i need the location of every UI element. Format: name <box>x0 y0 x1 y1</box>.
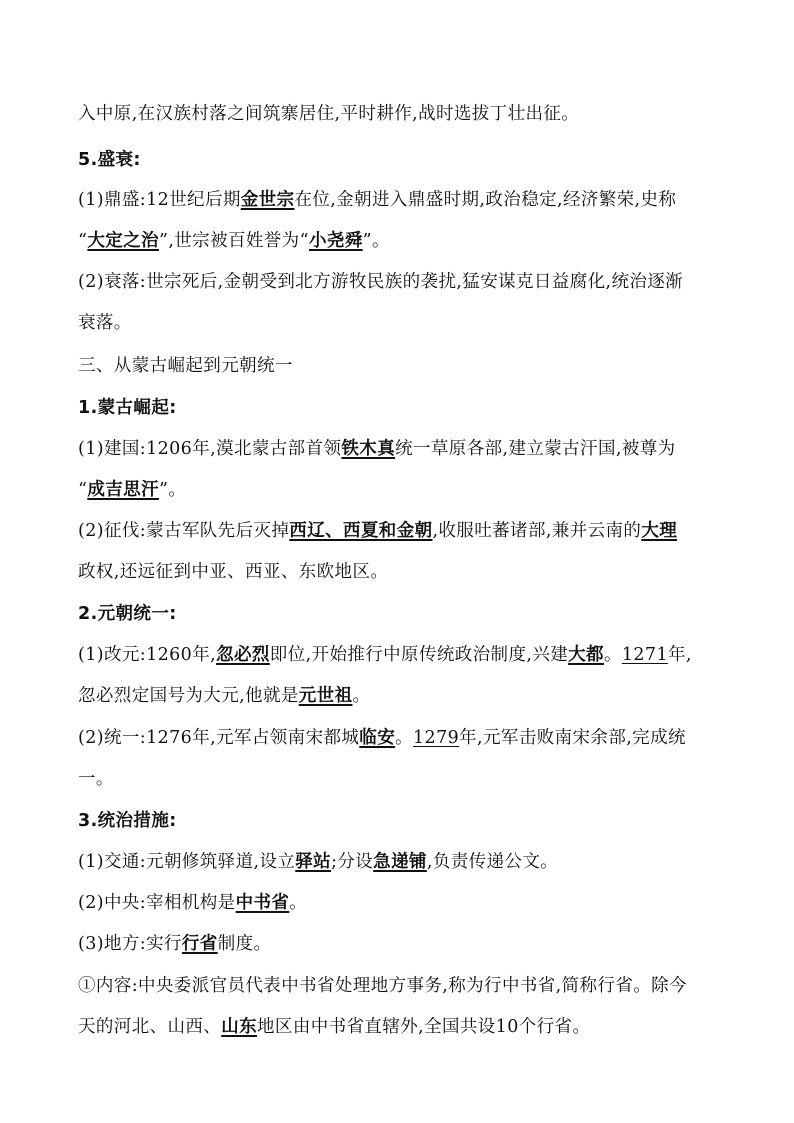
paragraph-line <box>78 644 718 666</box>
text: (2)衰落:世宗死后,金朝受到北方游牧民族的袭扰,猛安谋克日益腐化,统治逐渐 <box>78 272 684 292</box>
paragraph-line <box>78 727 718 749</box>
text: ①内容:中央委派官员代表中书省处理地方事务,称为行中书省,简称行省。除今 <box>78 976 687 996</box>
text: 制度。 <box>217 934 272 954</box>
heading-text: 三、从蒙古崛起到元朝统一 <box>78 356 293 376</box>
text: (2)征伐:蒙古军队先后灭掉 <box>78 521 290 541</box>
key-term: 行省 <box>181 934 218 954</box>
key-year: 1279 <box>413 728 460 748</box>
key-term: 大定之治 <box>87 231 159 251</box>
key-term: 中书省 <box>235 893 290 913</box>
heading-text: 3.统治措施: <box>78 811 177 831</box>
text: ;分设 <box>331 852 374 872</box>
section-heading <box>78 603 718 625</box>
paragraph-line <box>78 851 718 873</box>
key-term: 急递铺 <box>373 852 427 872</box>
text: 天的河北、山西、 <box>78 1017 222 1037</box>
key-term: 大理 <box>641 521 678 541</box>
paragraph-line <box>78 438 718 460</box>
paragraph-line <box>78 189 718 211</box>
heading-text: 2.元朝统一: <box>78 604 177 624</box>
text: (1)改元:1260年, <box>78 645 217 665</box>
text: (2)统一:1276年,元军占领南宋都城 <box>78 728 360 748</box>
text: ”,世宗被百姓誉为“ <box>158 231 309 251</box>
text: 忽必烈定国号为大元,他就是 <box>78 686 299 706</box>
text: ,负责传递公文。 <box>426 852 559 872</box>
text: 政权,还远征到中亚、西亚、东欧地区。 <box>78 562 389 582</box>
text: ”。 <box>158 480 187 500</box>
text: 即位,开始推行中原传统政治制度,兴建 <box>269 645 569 665</box>
text: 在位,金朝进入鼎盛时期,政治稳定,经济繁荣,史称 <box>294 190 677 210</box>
text: (1)建国:1206年,漠北蒙古部首领 <box>78 439 342 459</box>
paragraph-line <box>78 271 718 293</box>
paragraph-line <box>78 685 718 707</box>
text: 。 <box>603 645 622 665</box>
paragraph-line <box>78 103 718 125</box>
paragraph-line <box>78 561 718 583</box>
text: “ <box>78 480 88 500</box>
text: ,收服吐蕃诸部,兼并云南的 <box>432 521 642 541</box>
text: 年, <box>667 645 692 665</box>
text: 入中原,在汉族村落之间筑寨居住,平时耕作,战时选拔丁壮出征。 <box>78 104 580 124</box>
key-term: 山东 <box>221 1017 258 1037</box>
paragraph-line <box>78 312 718 334</box>
key-term: 元世祖 <box>298 686 353 706</box>
text: 。 <box>395 728 414 748</box>
key-term: 西辽、西夏和金朝 <box>289 521 433 541</box>
text: 一。 <box>78 769 114 789</box>
paragraph-line <box>78 768 718 790</box>
text: (2)中央:宰相机构是 <box>78 893 236 913</box>
text: (1)交通:元朝修筑驿道,设立 <box>78 852 296 872</box>
key-term: 成吉思汗 <box>87 480 159 500</box>
paragraph-line <box>78 479 718 501</box>
key-term: 铁木真 <box>341 439 396 459</box>
text: “ <box>78 231 88 251</box>
text: 。 <box>352 686 371 706</box>
section-heading <box>78 149 718 171</box>
key-term: 驿站 <box>295 852 332 872</box>
text: 年,元军击败南宋余部,完成统 <box>459 728 686 748</box>
key-term: 临安 <box>359 728 396 748</box>
paragraph-line <box>78 520 718 542</box>
key-term: 忽必烈 <box>216 645 270 665</box>
paragraph-line <box>78 230 718 252</box>
text: 地区由中书省直辖外,全国共设10个行省。 <box>257 1017 591 1037</box>
key-year: 1271 <box>621 645 668 665</box>
text: (3)地方:实行 <box>78 934 182 954</box>
heading-text: 1.蒙古崛起: <box>78 398 177 418</box>
section-heading <box>78 810 718 832</box>
text: (1)鼎盛:12世纪后期 <box>78 190 241 210</box>
text: 衰落。 <box>78 313 132 333</box>
text: ”。 <box>362 231 390 251</box>
section-heading <box>78 397 718 419</box>
text: 统一草原各部,建立蒙古汗国,被尊为 <box>395 439 676 459</box>
key-term: 小尧舜 <box>308 231 363 251</box>
heading-text: 5.盛衰: <box>78 150 141 170</box>
key-term: 大都 <box>568 645 604 665</box>
text: 。 <box>289 893 308 913</box>
chapter-heading <box>78 355 718 377</box>
paragraph-line <box>78 975 718 997</box>
paragraph-line <box>78 933 718 955</box>
paragraph-line <box>78 892 718 914</box>
key-term: 金世宗 <box>240 190 295 210</box>
paragraph-line <box>78 1016 718 1038</box>
